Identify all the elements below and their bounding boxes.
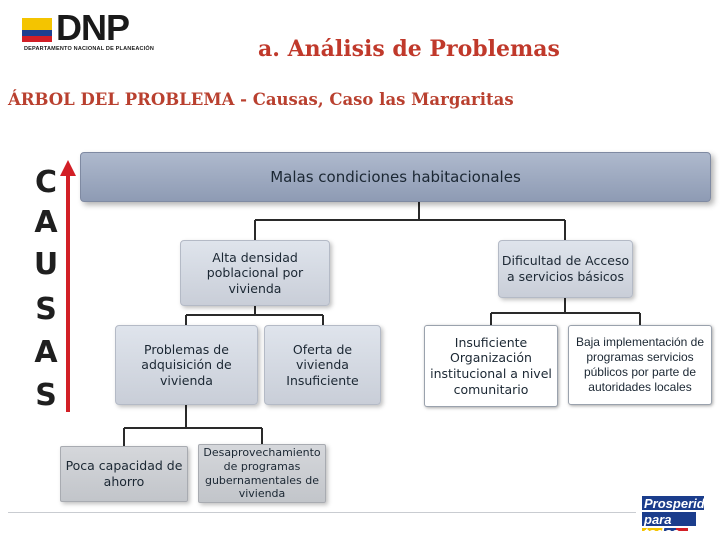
causas-letter: A (34, 205, 58, 240)
cause-box-insuficiente-organizacion: Insuficiente Organización institucional a nivel comunitario (424, 325, 558, 407)
causas-letter: S (35, 292, 57, 327)
badge-line-2: para todos (644, 512, 680, 540)
causas-letter: A (34, 335, 58, 370)
cause-box-baja-implementacion: Baja implementación de programas servicios públicos por parte de autoridades locales (568, 325, 712, 405)
cause-box-problemas-adquisicion: Problemas de adquisición de vivienda (115, 325, 258, 405)
cause-box-oferta-insuficiente: Oferta de vivienda Insuficiente (264, 325, 381, 405)
badge-line-1: Prosperidad (644, 496, 720, 511)
dnp-logo-subtitle: DEPARTAMENTO NACIONAL DE PLANEACIÓN (24, 46, 155, 52)
causas-letter: U (33, 247, 59, 282)
footer-divider (8, 512, 636, 513)
root-problem-box: Malas condiciones habitacionales (80, 152, 711, 202)
cause-box-desaprovechamiento: Desaprovechamiento de programas gubernamentales de vivienda (198, 444, 326, 503)
dnp-logo: DNP (56, 7, 130, 48)
cause-box-alta-densidad: Alta densidad poblacional por vivienda (180, 240, 330, 306)
up-arrow-icon (60, 160, 76, 412)
page-subtitle: ÁRBOL DEL PROBLEMA - Causas, Caso las Margaritas (8, 90, 514, 109)
cause-box-poca-capacidad: Poca capacidad de ahorro (60, 446, 188, 502)
prosperidad-badge-logo (640, 493, 720, 540)
causas-letter: C (34, 165, 58, 200)
colombia-flag-icon (22, 18, 52, 42)
causas-letter: S (35, 378, 57, 413)
page-title: a. Análisis de Problemas (258, 36, 560, 62)
cause-box-dificultad-acceso: Dificultad de Acceso a servicios básicos (498, 240, 633, 298)
